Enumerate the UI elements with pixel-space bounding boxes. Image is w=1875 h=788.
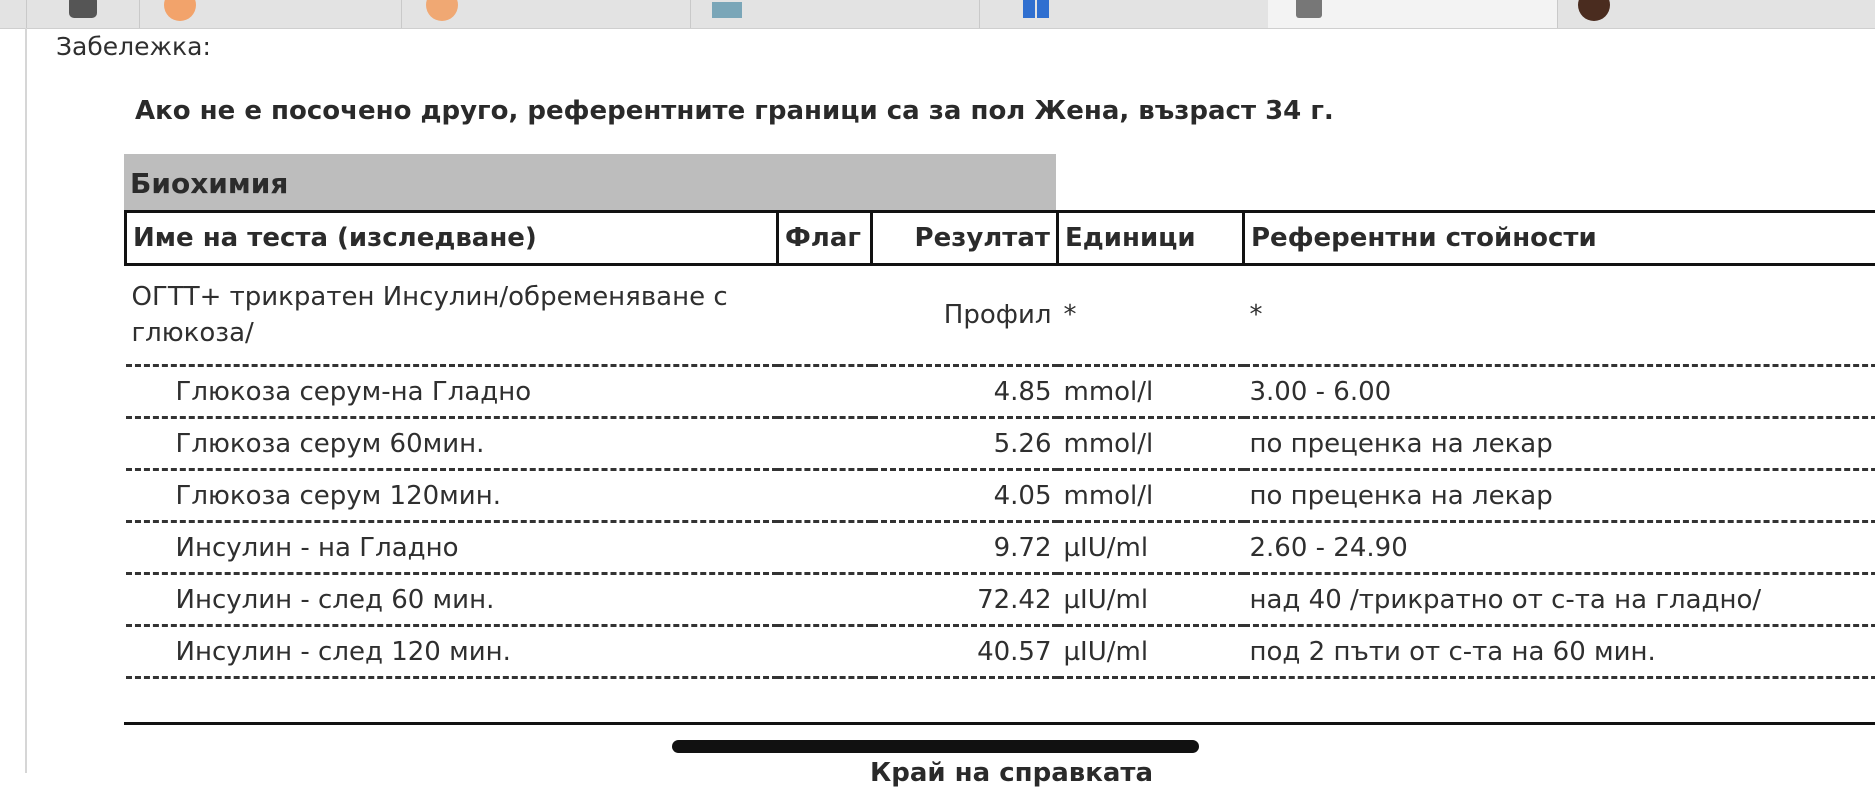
app-icon — [66, 0, 100, 22]
table-row — [126, 366, 1875, 418]
test-name: Инсулин - след 120 мин. — [126, 626, 778, 678]
units: µIU/ml — [1058, 574, 1244, 626]
section-title: Биохимия — [130, 167, 288, 200]
reference: * — [1244, 265, 1875, 366]
flag — [778, 418, 872, 470]
tab-1[interactable] — [26, 0, 140, 28]
tab-6-active[interactable] — [1268, 0, 1558, 28]
table-row — [126, 265, 1875, 366]
tab-3[interactable] — [401, 0, 691, 28]
tab-5[interactable] — [979, 0, 1269, 28]
test-name: Глюкоза серум-на Гладно — [126, 366, 778, 418]
table-row — [126, 470, 1875, 522]
result: 4.05 — [872, 470, 1058, 522]
reference: над 40 /трикратно от с-та на гладно/ — [1244, 574, 1875, 626]
test-name: ОГТТ+ трикратен Инсулин/обременяване с глюкоза/ — [126, 265, 778, 366]
blue-favicon-icon — [1019, 0, 1053, 22]
orange-avatar-icon — [163, 0, 197, 22]
browser-tab-strip — [0, 0, 1875, 29]
reference: под 2 пъти от с-та на 60 мин. — [1244, 626, 1875, 678]
flag — [778, 366, 872, 418]
header-units: Единици — [1058, 212, 1244, 265]
orange-avatar-icon — [425, 0, 459, 22]
tab-partial[interactable] — [0, 0, 27, 28]
result: Профил — [872, 265, 1058, 366]
table-header-row — [126, 212, 1875, 265]
result: 72.42 — [872, 574, 1058, 626]
units: * — [1058, 265, 1244, 366]
result: 9.72 — [872, 522, 1058, 574]
result: 5.26 — [872, 418, 1058, 470]
document-icon — [1292, 0, 1326, 22]
tab-7[interactable] — [1557, 0, 1875, 28]
units: µIU/ml — [1058, 626, 1244, 678]
table-row — [126, 574, 1875, 626]
flag — [778, 626, 872, 678]
reference: 3.00 - 6.00 — [1244, 366, 1875, 418]
tab-2[interactable] — [139, 0, 402, 28]
table-row — [126, 522, 1875, 574]
table-row — [126, 418, 1875, 470]
flag — [778, 265, 872, 366]
test-name: Глюкоза серум 120мин. — [126, 470, 778, 522]
site-favicon-icon — [710, 0, 744, 22]
table-row — [126, 626, 1875, 678]
reference-note: Ако не е посочено друго, референтните граници са за пол Жена, възраст 34 г. — [135, 96, 1334, 126]
report-end-divider — [124, 722, 1875, 725]
reference: по преценка на лекар — [1244, 418, 1875, 470]
flag — [778, 470, 872, 522]
flag — [778, 574, 872, 626]
results-table — [124, 210, 1875, 679]
result: 40.57 — [872, 626, 1058, 678]
brown-avatar-icon — [1577, 0, 1611, 22]
units: mmol/l — [1058, 366, 1244, 418]
flag — [778, 522, 872, 574]
header-flag: Флаг — [778, 212, 872, 265]
result: 4.85 — [872, 366, 1058, 418]
test-name: Инсулин - на Гладно — [126, 522, 778, 574]
units: µIU/ml — [1058, 522, 1244, 574]
units: mmol/l — [1058, 418, 1244, 470]
section-header — [124, 154, 1056, 210]
units: mmol/l — [1058, 470, 1244, 522]
header-test-name: Име на теста (изследване) — [126, 212, 778, 265]
note-label: Забележка: — [56, 32, 211, 61]
header-result: Резултат — [872, 212, 1058, 265]
reference: 2.60 - 24.90 — [1244, 522, 1875, 574]
report-end-text: Край на справката — [870, 758, 1153, 788]
tab-4[interactable] — [690, 0, 980, 28]
scrollbar-handle[interactable] — [672, 740, 1199, 753]
test-name: Глюкоза серум 60мин. — [126, 418, 778, 470]
header-reference: Референтни стойности — [1244, 212, 1875, 265]
reference: по преценка на лекар — [1244, 470, 1875, 522]
page-left-border — [25, 28, 27, 773]
test-name: Инсулин - след 60 мин. — [126, 574, 778, 626]
